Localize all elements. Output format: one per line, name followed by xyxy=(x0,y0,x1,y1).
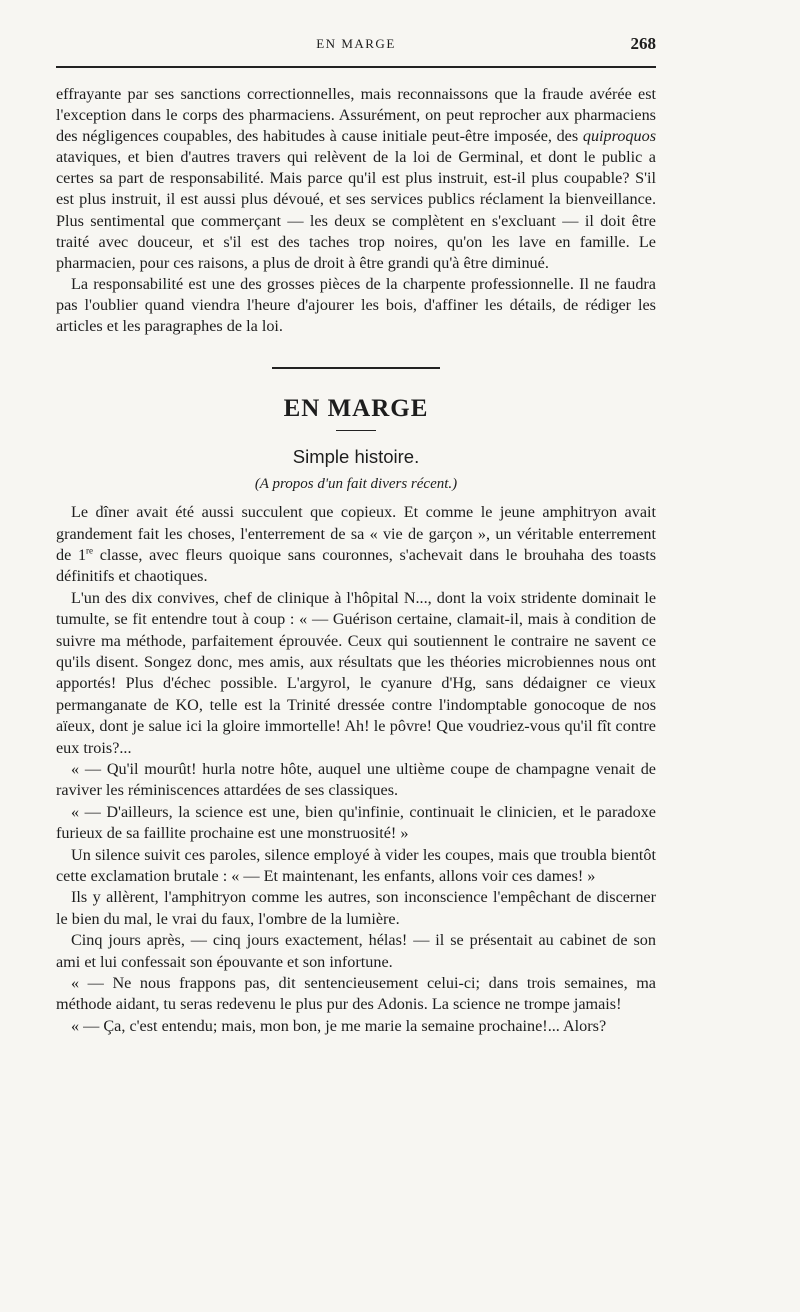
story-paragraph-1 xyxy=(56,502,656,588)
story-p1-b: classe, avec fleurs quoique sans couronnes, s'achevait dans le brouhaha des toasts définitifs et chaotiques. xyxy=(56,545,656,586)
story-paragraph-4: « — D'ailleurs, la science est une, bien qu'infinie, continuait le clinicien, et le paradoxe furieux de sa faillite prochaine est une monstruosité! » xyxy=(56,802,656,843)
story-paragraph-7: Cinq jours après, — cinq jours exactement, hélas! — il se présentait au cabinet de son ami et lui confessait son épouvante et son infortune. xyxy=(56,931,656,971)
intro-paragraph-2: La responsabilité est une des grosses pièces de la charpente professionnelle. Il ne faudra pas l'oublier quand viendra l'heure d'ajourer les bois, d'affiner les détails, de rédiger les articles et les paragraphes de la loi. xyxy=(56,274,656,336)
story-p1-sup: re xyxy=(86,545,94,556)
section-divider xyxy=(272,367,440,369)
page-body xyxy=(56,84,656,1037)
header-rule xyxy=(56,66,656,68)
intro-text-b: ataviques, et bien d'autres travers qui relèvent de la loi de Germinal, et dont le public a certes sa part de responsabilité. Mais parce qu'il est plus instruit, est-il plus coupable? S'il est plus instruit, il est aussi plus dévoué, et ses services publics réclament la bienveillance. Plus sentimental que commerçant — les deux se complètent en s'excluant — il doit être traité avec douceur, et s'il est des taches trop noires, qu'on les lave en famille. Le pharmacien, pour ces raisons, a plus de droit à être grandi qu'à être diminué. xyxy=(56,148,656,272)
story-title: Simple histoire. xyxy=(292,446,420,468)
story-paragraph-6: Ils y allèrent, l'amphitryon comme les autres, son inconscience l'empêchant de discerner le bien du mal, le vrai du faux, l'ombre de la lumière. xyxy=(56,888,656,928)
story-paragraph-8: « — Ne nous frappons pas, dit sentencieusement celui-ci; dans trois semaines, ma méthode aidant, tu seras redevenu le plus pur des Adonis. La science ne trompe jamais! xyxy=(56,974,656,1014)
intro-paragraph-1 xyxy=(56,84,656,274)
page-number: 268 xyxy=(630,34,656,53)
title-rule xyxy=(336,430,376,431)
story-paragraph-2: L'un des dix convives, chef de clinique à l'hôpital N..., dont la voix stridente dominait le tumulte, se fit entendre tout à coup : « — Guérison certaine, clamait-il, mais à condition de suivre ma méthode, parfaitement éprouvée. Ceux qui soutiennent le contraire ne savent ce qu'ils disent. Songez donc, mes amis, aux résultats que les théories microbiennes nous ont apportés! Plus d'échec possible. L'argyrol, le cyanure d'Hg, sans dédaigner ce vieux permanganate de KO, telle est la Trinité dressée contre l'indomptable gonocoque de nos aïeux, dont je salue ici la gloire immortelle! Ah! le pôvre! Que voudriez-vous qu'il fît contre eux trois?... xyxy=(56,588,656,757)
intro-text-a: effrayante par ses sanctions correctionnelles, mais reconnaissons que la fraude avérée est l'exception dans le corps des pharmaciens. Assurément, on peut reprocher aux pharmaciens des négligences coupables, des habitudes à cause initiale peut-être imposée, des xyxy=(56,85,656,146)
story-paragraph-5: Un silence suivit ces paroles, silence employé à vider les coupes, mais que troubla bientôt cette exclamation brutale : « — Et maintenant, les enfants, allons voir ces dames! » xyxy=(56,845,656,886)
story-p1-a: Le dîner avait été aussi succulent que copieux. Et comme le jeune amphitryon avait grandement fait les choses, l'enterrement de sa « vie de garçon », un véritable enterrement de 1 xyxy=(56,503,656,564)
story-paragraph-3: « — Qu'il mourût! hurla notre hôte, auquel une ultième coupe de champagne venait de raviver les réminiscences attardées de ses classiques. xyxy=(56,760,656,800)
story xyxy=(56,502,656,1037)
story-paragraph-9: « — Ça, c'est entendu; mais, mon bon, je me marie la semaine prochaine!... Alors? xyxy=(71,1016,607,1035)
page-header xyxy=(56,34,656,56)
intro-italic: quiproquos xyxy=(582,127,656,146)
running-head: EN MARGE xyxy=(316,36,396,51)
section-title: EN MARGE xyxy=(283,395,429,423)
story-subtitle: (A propos d'un fait divers récent.) xyxy=(254,476,458,493)
